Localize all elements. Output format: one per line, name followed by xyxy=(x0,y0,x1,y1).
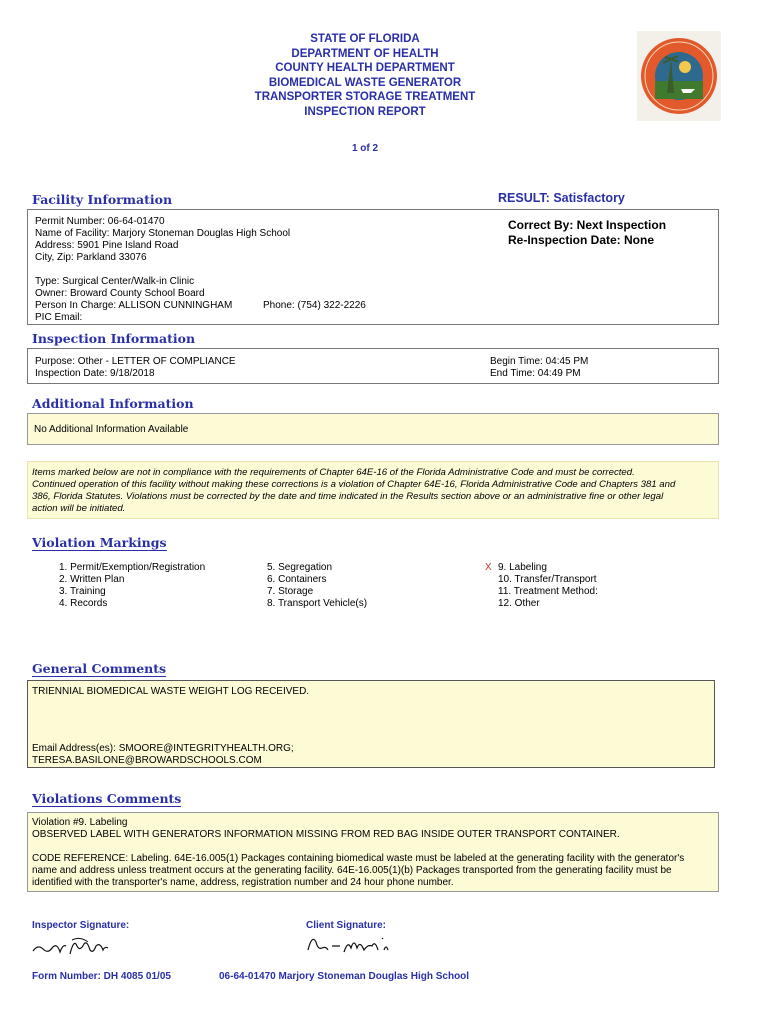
inspector-signature-image xyxy=(30,934,130,962)
facility-address: Address: 5901 Pine Island Road xyxy=(35,240,179,251)
violation-markings-title: Violation Markings xyxy=(32,535,167,550)
violation-item-10: 10. Transfer/Transport xyxy=(498,574,597,585)
notice-line: Continued operation of this facility without making these corrections is a violation of Chapter 64E-16, Florida Administrative Code and Chapters 381 and xyxy=(32,479,676,490)
violation-item-8: 8. Transport Vehicle(s) xyxy=(267,598,368,609)
header-line: BIOMEDICAL WASTE GENERATOR xyxy=(268,76,462,89)
facility-info-title: Facility Information xyxy=(32,192,173,207)
violation-markings-grid xyxy=(28,553,720,613)
notice-line: action will be initiated. xyxy=(32,503,126,514)
inspection-date: Inspection Date: 9/18/2018 xyxy=(35,368,155,379)
begin-time: Begin Time: 04:45 PM xyxy=(490,356,589,367)
header-line: INSPECTION REPORT xyxy=(304,105,426,118)
client-signature-image xyxy=(302,930,402,960)
inspection-info-title: Inspection Information xyxy=(32,331,196,346)
violation-item-2: 2. Written Plan xyxy=(59,574,125,585)
form-number: Form Number: DH 4085 01/05 xyxy=(32,971,171,982)
violations-comments-title: Violations Comments xyxy=(32,791,182,806)
violation-item-6: 6. Containers xyxy=(267,574,327,585)
general-comments-title: General Comments xyxy=(32,661,167,676)
permit-number: Permit Number: 06-64-01470 xyxy=(35,216,165,227)
header-line: TRANSPORTER STORAGE TREATMENT xyxy=(254,91,476,104)
notice-line: 386, Florida Statutes. Violations must be corrected by the date and time indicated in the Results section above or an administrative fine or other legal xyxy=(32,491,664,502)
violation-number: Violation #9. Labeling xyxy=(32,817,128,828)
inspector-signature-label: Inspector Signature: xyxy=(32,920,130,931)
header-line: DEPARTMENT OF HEALTH xyxy=(291,47,439,60)
footer-permit-facility: 06-64-01470 Marjory Stoneman Douglas High School xyxy=(219,971,470,982)
person-in-charge: Person In Charge: ALLISON CUNNINGHAM xyxy=(35,300,233,311)
general-comments-text: TRIENNIAL BIOMEDICAL WASTE WEIGHT LOG RECEIVED. xyxy=(32,686,310,697)
client-signature-label: Client Signature: xyxy=(306,920,387,931)
page-number: 1 of 2 xyxy=(351,143,379,154)
inspection-info-box xyxy=(27,348,719,384)
facility-info-box xyxy=(27,209,719,325)
facility-city-zip: City, Zip: Parkland 33076 xyxy=(35,252,147,263)
violation-observation: OBSERVED LABEL WITH GENERATORS INFORMATION MISSING FROM RED BAG INSIDE OUTER TRANSPORT CONTAINER. xyxy=(32,829,620,840)
code-reference-line: CODE REFERENCE: Labeling. 64E-16.005(1) Packages containing biomedical waste must be labeled at the generating facility with the generator's xyxy=(32,853,685,864)
violation-item-11: 11. Treatment Method: xyxy=(498,586,598,597)
state-seal-icon xyxy=(637,31,721,121)
facility-owner: Owner: Broward County School Board xyxy=(35,288,205,299)
code-reference-line: identified with the transporter's name, address, registration number and 24 hour phone number. xyxy=(32,877,454,888)
pic-email: PIC Email: xyxy=(35,312,83,323)
end-time: End Time: 04:49 PM xyxy=(490,368,581,379)
email-addresses-cont: TERESA.BASILONE@BROWARDSCHOOLS.COM xyxy=(32,755,262,766)
general-comments-box xyxy=(27,680,715,768)
violation-item-3: 3. Training xyxy=(59,586,106,597)
additional-info-box xyxy=(27,413,719,445)
header-line: COUNTY HEALTH DEPARTMENT xyxy=(275,62,455,75)
additional-info-text: No Additional Information Available xyxy=(34,424,189,435)
violation-item-12: 12. Other xyxy=(498,598,540,609)
additional-info-title: Additional Information xyxy=(32,396,194,411)
violation-item-9: 9. Labeling xyxy=(498,562,547,573)
violation-item-4: 4. Records xyxy=(59,598,108,609)
header-line: STATE OF FLORIDA xyxy=(310,33,420,45)
email-addresses: Email Address(es): SMOORE@INTEGRITYHEALTH.ORG; xyxy=(32,743,294,754)
facility-phone: Phone: (754) 322-2226 xyxy=(263,300,366,311)
compliance-notice xyxy=(27,461,719,519)
report-header xyxy=(185,32,545,120)
code-reference-line: name and address unless treatment occurs at the generating facility. 64E-16.005(1)(b) Packages transported from the generating facility must be xyxy=(32,865,672,876)
inspection-purpose: Purpose: Other - LETTER OF COMPLIANCE xyxy=(35,356,236,367)
facility-name: Name of Facility: Marjory Stoneman Douglas High School xyxy=(35,228,291,239)
violations-comments-box xyxy=(27,812,719,892)
violation-item-7: 7. Storage xyxy=(267,586,314,597)
correct-by: Correct By: Next Inspection xyxy=(508,218,667,232)
violation-item-5: 5. Segregation xyxy=(267,562,333,573)
result-label: RESULT: Satisfactory xyxy=(498,191,625,205)
reinspection-date: Re-Inspection Date: None xyxy=(508,233,655,247)
facility-type: Type: Surgical Center/Walk-in Clinic xyxy=(35,276,195,287)
notice-line: Items marked below are not in compliance with the requirements of Chapter 64E-16 of the Florida Administrative Code and must be corrected. xyxy=(32,467,635,478)
violation-item-1: 1. Permit/Exemption/Registration xyxy=(59,562,206,573)
violation-mark-x: X xyxy=(485,562,492,573)
